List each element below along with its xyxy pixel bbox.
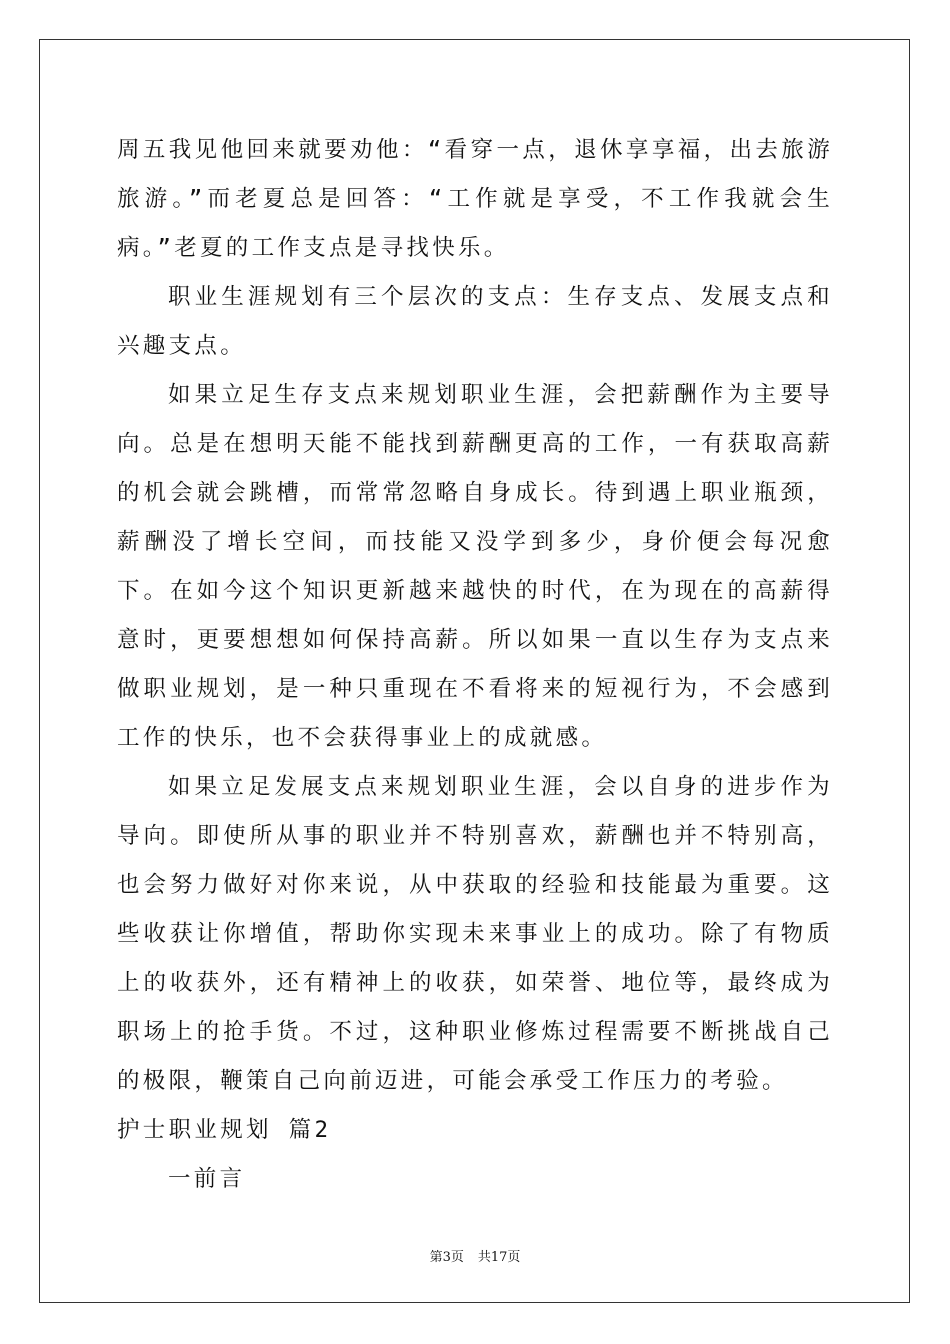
page-footer xyxy=(0,1246,950,1265)
subheading: 一前言 xyxy=(168,1166,246,1192)
document-body xyxy=(117,126,833,1204)
paragraph-1: 周五我见他回来就要劝他：“看穿一点，退休享享福，出去旅游旅游。”而老夏总是回答：“工作就是享受，不工作我就会生病。”老夏的工作支点是寻找快乐。 xyxy=(117,137,833,261)
paragraph-2: 职业生涯规划有三个层次的支点：生存支点、发展支点和兴趣支点。 xyxy=(117,284,833,359)
page-number: 第3页 xyxy=(429,1250,464,1265)
paragraph-3: 如果立足生存支点来规划职业生涯，会把薪酬作为主要导向。总是在想明天能不能找到薪酬更高的工作，一有获取高薪的机会就会跳槽，而常常忽略自身成长。待到遇上职业瓶颈，薪酬没了增长空间，而技能又没学到多少，身价便会每况愈下。在如今这个知识更新越来越快的时代，在为现在的高薪得意时，更要想想如何保持高薪。所以如果一直以生存为支点来做职业规划，是一种只重现在不看将来的短视行为，不会感到工作的快乐，也不会获得事业上的成就感。 xyxy=(117,382,833,751)
paragraph-4: 如果立足发展支点来规划职业生涯，会以自身的进步作为导向。即使所从事的职业并不特别喜欢，薪酬也并不特别高，也会努力做好对你来说，从中获取的经验和技能最为重要。这些收获让你增值，帮助你实现未来事业上的成功。除了有物质上的收获外，还有精神上的收获，如荣誉、地位等，最终成为职场上的抢手货。不过，这种职业修炼过程需要不断挑战自己的极限，鞭策自己向前迈进，可能会承受工作压力的考验。 xyxy=(117,774,833,1094)
section-title: 护士职业规划 篇2 xyxy=(117,1117,332,1143)
page-total: 共17页 xyxy=(477,1250,521,1265)
